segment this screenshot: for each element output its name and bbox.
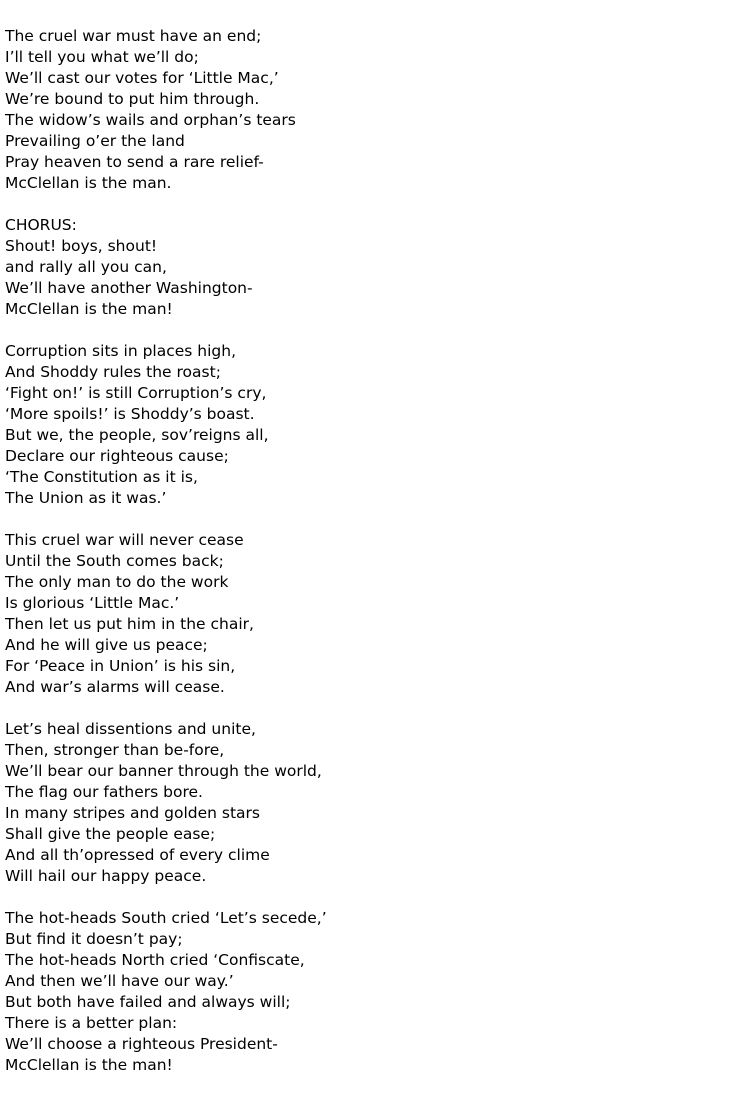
poem-line: The cruel war must have an end;	[5, 27, 262, 45]
poem-line: And all th’opressed of every clime	[5, 846, 270, 864]
poem-line: McClellan is the man.	[5, 174, 172, 192]
poem-line: Corruption sits in places high,	[5, 342, 237, 360]
poem-line: The only man to do the work	[5, 573, 229, 591]
poem-line: Shall give the people ease;	[5, 825, 216, 843]
poem-line: I’ll tell you what we’ll do;	[5, 48, 199, 66]
poem-line: And war’s alarms will cease.	[5, 678, 225, 696]
poem-line: Pray heaven to send a rare relief-	[5, 153, 264, 171]
poem-line: We’re bound to put him through.	[5, 90, 260, 108]
poem-line: Prevailing o’er the land	[5, 132, 185, 150]
poem-line: ‘More spoils!’ is Shoddy’s boast.	[5, 405, 255, 423]
poem-line: CHORUS:	[5, 216, 77, 234]
poem-line: And Shoddy rules the roast;	[5, 363, 221, 381]
poem-line: There is a better plan:	[5, 1014, 178, 1032]
chorus-stanza	[5, 215, 327, 320]
poem-line: and rally all you can,	[5, 258, 167, 276]
poem-line: Is glorious ‘Little Mac.’	[5, 594, 180, 612]
poem-line: But both have failed and always will;	[5, 993, 291, 1011]
poem-line: Then let us put him in the chair,	[5, 615, 254, 633]
poem-line: We’ll cast our votes for ‘Little Mac,’	[5, 69, 279, 87]
poem-line: And then we’ll have our way.’	[5, 972, 234, 990]
poem-line: The Union as it was.’	[5, 489, 167, 507]
poem-line: We’ll have another Washington-	[5, 279, 253, 297]
poem-line: ‘The Constitution as it is,	[5, 468, 198, 486]
poem-line: The hot-heads South cried ‘Let’s secede,’	[5, 909, 327, 927]
poem-line: Will hail our happy peace.	[5, 867, 207, 885]
poem-line: McClellan is the man!	[5, 1056, 173, 1074]
poem-line: Until the South comes back;	[5, 552, 224, 570]
poem-line: We’ll choose a righteous President-	[5, 1035, 278, 1053]
poem-line: This cruel war will never cease	[5, 531, 244, 549]
poem-stanza	[5, 908, 327, 1076]
poem-line: We’ll bear our banner through the world,	[5, 762, 322, 780]
poem-stanza	[5, 530, 327, 698]
poem-stanza	[5, 719, 327, 887]
poem-line: McClellan is the man!	[5, 300, 173, 318]
poem-line: But we, the people, sov’reigns all,	[5, 426, 269, 444]
poem-line: Then, stronger than be-fore,	[5, 741, 225, 759]
poem-line: Declare our righteous cause;	[5, 447, 229, 465]
poem-line: Shout! boys, shout!	[5, 237, 158, 255]
poem-line: ‘Fight on!’ is still Corruption’s cry,	[5, 384, 267, 402]
poem-line: And he will give us peace;	[5, 636, 208, 654]
poem-text	[5, 26, 327, 1097]
poem-stanza	[5, 341, 327, 509]
poem-line: But find it doesn’t pay;	[5, 930, 183, 948]
poem-line: Let’s heal dissentions and unite,	[5, 720, 256, 738]
poem-line: The flag our fathers bore.	[5, 783, 203, 801]
poem-stanza	[5, 26, 327, 194]
poem-line: For ‘Peace in Union’ is his sin,	[5, 657, 236, 675]
poem-line: In many stripes and golden stars	[5, 804, 260, 822]
poem-line: The widow’s wails and orphan’s tears	[5, 111, 296, 129]
poem-line: The hot-heads North cried ‘Confiscate,	[5, 951, 305, 969]
